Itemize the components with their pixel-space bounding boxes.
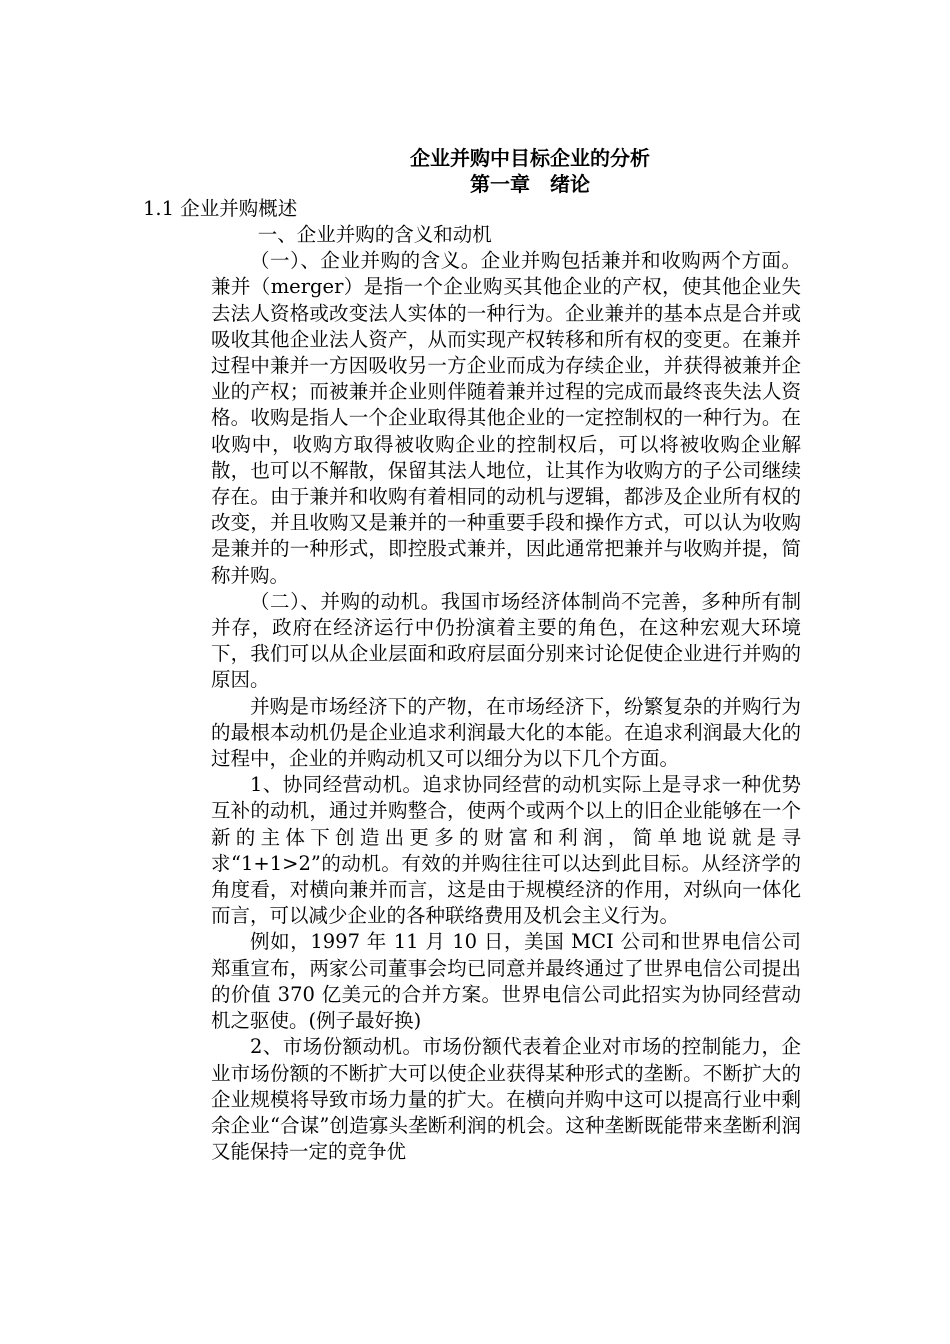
paragraph: 并购是市场经济下的产物，在市场经济下，纷繁复杂的并购行为的最根本动机仍是企业追求利润最大化的本能。在追求利润最大化的过程中，企业的并购动机又可以细分为以下几个方面。 bbox=[211, 694, 801, 771]
document-title: 企业并购中目标企业的分析 bbox=[410, 146, 650, 170]
paragraph: （二）、并购的动机。我国市场经济体制尚不完善，多种所有制并存，政府在经济运行中仍扮演着主要的角色，在这种宏观大环境下，我们可以从企业层面和政府层面分别来讨论促使企业进行并购的原因。 bbox=[211, 589, 801, 692]
paragraph: （一）、企业并购的含义。企业并购包括兼并和收购两个方面。兼并（merger）是指一个企业购买其他企业的产权，使其他企业失去法人资格或改变法人实体的一种行为。企业兼并的基本点是合并或吸收其他企业法人资产，从而实现产权转移和所有权的变更。在兼并过程中兼并一方因吸收另一方企业而成为存续企业，并获得被兼并企业的产权；而被兼并企业则伴随着兼并过程的完成而最终丧失法人资格。收购是指人一个企业取得其他企业的一定控制权的一种行为。在收购中，收购方取得被收购企业的控制权后，可以将被收购企业解散，也可以不解散，保留其法人地位，让其作为收购方的子公司继续存在。由于兼并和收购有着相同的动机与逻辑，都涉及企业所有权的改变，并且收购又是兼并的一种重要手段和操作方式，可以认为收购是兼并的一种形式，即控股式兼并，因此通常把兼并与收购并提，简称并购。 bbox=[211, 249, 801, 587]
body-text bbox=[211, 222, 801, 1165]
section-heading: 1.1 企业并购概述 bbox=[143, 197, 298, 220]
paragraph: 2、市场份额动机。市场份额代表着企业对市场的控制能力，企业市场份额的不断扩大可以使企业获得某种形式的垄断。不断扩大的企业规模将导致市场力量的扩大。在横向并购中这可以提高行业中剩余企业“合谋”创造寡头垄断利润的机会。这种垄断既能带来垄断利润又能保持一定的竞争优 bbox=[211, 1035, 801, 1164]
subsection-heading: 一、企业并购的含义和动机 bbox=[257, 223, 492, 246]
paragraph: 例如，1997 年 11 月 10 日，美国 MCI 公司和世界电信公司郑重宣布，两家公司董事会均已同意并最终通过了世界电信公司提出的价值 370 亿美元的合并方案。世界电信公司此招实为协同经营动机之驱使。(例子最好换) bbox=[211, 930, 801, 1033]
paragraph: 1、协同经营动机。追求协同经营的动机实际上是寻求一种优势互补的动机，通过并购整合，使两个或两个以上的旧企业能够在一个新的主体下创造出更多的财富和利润，简单地说就是寻求“1+1>2”的动机。有效的并购往往可以达到此目标。从经济学的角度看，对横向兼并而言，这是由于规模经济的作用，对纵向一体化而言，可以减少企业的各种联络费用及机会主义行为。 bbox=[211, 773, 801, 928]
chapter-title: 第一章 绪论 bbox=[470, 172, 590, 196]
